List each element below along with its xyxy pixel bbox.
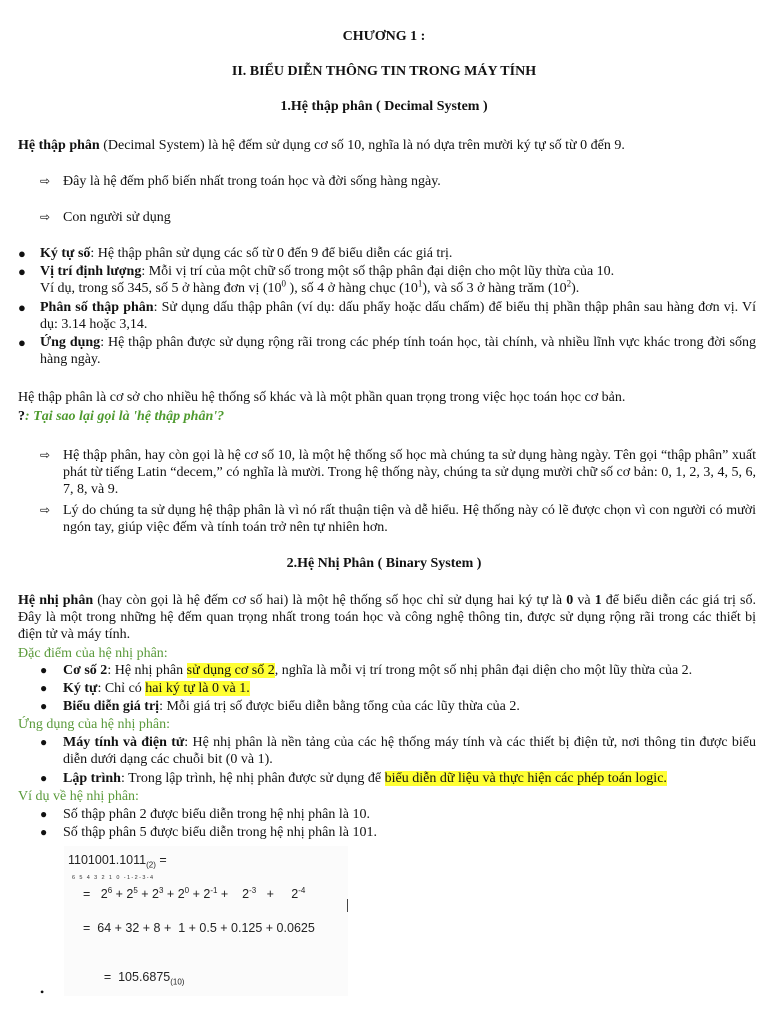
chapter-heading: CHƯƠNG 1 : <box>342 29 426 44</box>
arrow-right-icon: ⇨ <box>40 174 51 188</box>
bullet-icon: ● <box>18 300 26 315</box>
binary-apps-label: Ứng dụng của hệ nhị phân: <box>18 717 170 732</box>
arrow-right-icon: ⇨ <box>40 448 51 462</box>
bullet-icon: • <box>40 985 45 999</box>
math-term: + 2 <box>112 887 134 901</box>
math-term: + 2 <box>256 887 299 901</box>
bullet-icon: ● <box>40 681 48 695</box>
math-line-values: = 64 + 32 + 8 + 1 + 0.5 + 0.125 + 0.0625 <box>83 921 315 935</box>
binary-conversion-image <box>64 846 348 996</box>
bullet-icon: ● <box>40 699 48 713</box>
math-line-result: = $105.6875_{(10)}$ <box>103 970 185 987</box>
text-cursor <box>347 899 348 912</box>
bullet-icon: ● <box>18 264 26 279</box>
math-line-powers: = $2^6 + 2^5 + 2^3 + 2^0 + 2^{-1}$ + $2^{-3}$ + $2^{-4}$ <box>83 885 306 901</box>
bullet-icon: ● <box>40 825 48 839</box>
section-heading-binary: 2.Hệ Nhị Phân ( Binary System ) <box>286 556 482 571</box>
math-term: + 2 <box>189 887 211 901</box>
bullet-icon: ● <box>18 246 26 261</box>
math-line-binary: $1101001.1011_{(2)}$ = <box>68 853 167 870</box>
math-exponent: -4 <box>298 885 306 895</box>
math-term: 2 <box>100 887 108 901</box>
decimal-intro: Hệ thập phân (Decimal System) là hệ đếm sử dụng cơ số 10, nghĩa là nó dựa trên mười ký tự số từ 0 đến 9. <box>18 138 625 153</box>
bullet-icon: ● <box>40 807 48 821</box>
document-page: CHƯƠNG 1 : II. BIỂU DIỄN THÔNG TIN TRONG MÁY TÍNH 1.Hệ thập phân ( Decimal System ) Hệ thập phân (Decimal System) là hệ đếm sử dụng cơ số 10, nghĩa là nó dựa trên mười ký tự số từ 0 đến 9. ⇨ Đây là hệ đếm phổ biến nhất trong toán học và đời sống hàng ngày. ⇨ Con người sử dụng ● Ký tự số: Hệ thập phân sử dụng các số từ 0 đến 9 để biểu diễn các giá trị. ● Vị trí định lượng: Mỗi vị trí của một chữ số trong một số thập phân đại diện cho một lũy thừa của 10. Ví dụ, trong số 345, số 5 ở hàng đơn vị ($10^0$ ), số 4 ở hàng chục $(10^1)$, và số 3 ở hàng trăm $(10^2)$. ● Phân số thập phân: Sử dụng dấu thập phân (ví dụ: dấu phẩy hoặc dấu chấm) để biểu thị phần thập phân sau hàng đơn vị. Ví dụ: 3.14 hoặc 3,14. ● Ứng dụng: Hệ thập phân được sử dụng rộng rãi trong các phép tính toán học, tài chính, và nhiều lĩnh vực khác trong đời sống hàng ngày. Hệ thập phân là cơ sở cho nhiều hệ thống số khác và là một phần quan trọng trong việc học toán học cơ bản. ?: Tại sao lại gọi là 'hệ thập phân'? ⇨ Hệ thập phân, hay còn gọi là hệ cơ số 10, là một hệ thống số học mà chúng ta sử dụng hàng ngày. Tên gọi “thập phân” xuất phát từ tiếng Latin “decem,” có nghĩa là mười. Trong hệ thống này, chúng ta sử dụng mười chữ số cơ bản: 0, 1, 2, 3, 4, 5, 6, 7, 8, và 9. ⇨ Lý do chúng ta sử dụng hệ thập phân là vì nó rất thuận tiện và dễ hiểu. Hệ thống này có lẽ được chọn vì con người có mười ngón tay, giúp việc đếm và tính toán trở nên tự nhiên hơn. 2.Hệ Nhị Phân ( Binary System ) Hệ nhị phân (hay còn gọi là hệ đếm cơ số hai) là một hệ thống số học chỉ sử dụng hai ký tự là 0 và 1 để biểu diễn các giá trị số. Đây là một trong những hệ đếm quan trọng nhất trong toán học và công nghệ thông tin, được sử dụng rộng rãi trong các thiết bị điện tử và máy tính. Đặc điểm của hệ nhị phân: ● Cơ số 2: Hệ nhị phân sử dụng cơ số 2, nghĩa là mỗi vị trí trong một số nhị phân đại diện cho một lũy thừa của 2. ● Ký tự: Chỉ có hai ký tự là 0 và 1. ● Biểu diễn giá trị: Mỗi giá trị số được biểu diễn bằng tổng của các lũy thừa của 2. Ứng dụng của hệ nhị phân: ● Máy tính và điện tử: Hệ nhị phân là nền tảng của các hệ thống máy tính và các thiết bị điện tử, nơi thông tin được biểu diễn dưới dạng các chuỗi bit (0 và 1). ● Lập trình: Trong lập trình, hệ nhị phân được sử dụng để biểu diễn dữ liệu và thực hiện các phép toán logic. Ví dụ về hệ nhị phân: ● Số thập phân 2 được biểu diễn trong hệ nhị phân là 10. ● Số thập phân 5 được biểu diễn trong hệ nhị phân là 101. $1101001.1011_{(2)}$ = 6 5 4 3 2 1 0 -1-2-3-4 = $2^6 + 2^5 + 2^3 + 2^0 + 2^{-1}$ + $2^{-3}$ + $2^{-4}$ = 64 + 32 + 8 + 1 + 0.5 + 0.125 + 0.0625 = $105.6875_{(10)}$ • <box>0 0 768 1024</box>
math-term: + 2 <box>163 887 185 901</box>
bullet-icon: ● <box>18 335 26 350</box>
bullet-icon: ● <box>40 663 48 677</box>
binary-features-label: Đặc điểm của hệ nhị phân: <box>18 646 168 661</box>
math-term: + 2 <box>137 887 159 901</box>
binary-intro: Hệ nhị phân (hay còn gọi là hệ đếm cơ số hai) là một hệ thống số học chỉ sử dụng hai ký tự là 0 và 1 để biểu diễn các giá trị số. Đây là một trong những hệ đếm quan trọng nhất trong toán học và công nghệ thông tin, được sử dụng rộng rãi trong các thiết bị điện tử và máy tính. <box>18 593 756 642</box>
math-exponent: 3 <box>159 885 164 895</box>
math-digit-indices: 6 5 4 3 2 1 0 -1-2-3-4 <box>72 875 155 881</box>
math-exponent: 6 <box>107 885 113 895</box>
section-heading-decimal: 1.Hệ thập phân ( Decimal System ) <box>280 99 488 114</box>
decimal-question: ?: Tại sao lại gọi là 'hệ thập phân'? <box>18 409 225 424</box>
math-exponent: 0 <box>184 885 190 895</box>
bullet-icon: ● <box>40 735 48 749</box>
arrow-right-icon: ⇨ <box>40 210 51 224</box>
math-term: + 2 <box>217 887 250 901</box>
decimal-summary: Hệ thập phân là cơ sở cho nhiều hệ thống số khác và là một phần quan trọng trong việc học toán học cơ bản. <box>18 390 626 405</box>
math-exponent: -3 <box>249 885 257 895</box>
bullet-icon: ● <box>40 771 48 785</box>
document-title: II. BIỂU DIỄN THÔNG TIN TRONG MÁY TÍNH <box>231 64 537 79</box>
arrow-right-icon: ⇨ <box>40 503 51 517</box>
binary-examples-label: Ví dụ về hệ nhị phân: <box>18 789 139 804</box>
math-exponent: -1 <box>210 885 218 895</box>
math-exponent: 5 <box>133 885 138 895</box>
